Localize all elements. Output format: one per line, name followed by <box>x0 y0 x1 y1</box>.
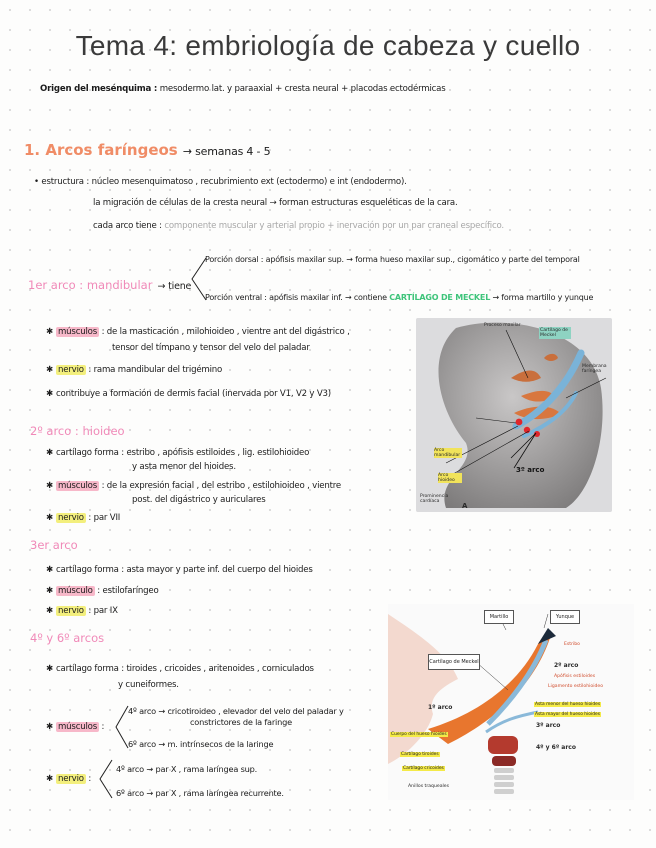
bullet-star: ✱ <box>46 513 54 523</box>
arch46-m4-b: constrictores de la faringe <box>190 717 292 727</box>
label-mandibular: Arco mandibular <box>434 448 461 458</box>
arch1-nerve-text: : rama mandibular del trigémino <box>88 365 223 375</box>
skeleton-figure <box>388 604 634 800</box>
arch2-cart-a: cartílago forma : estribo , apófisis estiloides , lig. estilohioideo <box>56 448 310 458</box>
arch2-muscles <box>46 481 341 491</box>
label-anillos: Anillos traqueales <box>408 784 450 789</box>
arch2-muscles-a: : de la expresión facial , del estribo , estilohioideo , vientre <box>101 481 341 491</box>
embryo-figure <box>416 318 612 512</box>
arch1-heading: 1er arco : mandibular <box>28 278 153 292</box>
page-title: Tema 4: embriología de cabeza y cuello <box>75 30 581 61</box>
structure-text: núcleo mesenquimatoso , recubrimiento ext (ectodermo) e int (endodermo). <box>91 177 407 187</box>
arch1-ventral-b: → forma martillo y yunque <box>492 293 594 302</box>
arch1-heading-row <box>28 274 191 293</box>
each-arch-label: cada arco tiene : <box>93 221 162 231</box>
nerve-label: nervio <box>58 365 84 375</box>
label-hyoid: Arco hioideo <box>438 473 462 483</box>
arch1-muscles-b: tensor del tímpano y tensor del velo del paladar <box>112 343 310 353</box>
muscles-label: músculos <box>58 722 98 732</box>
arch1-arrow: → tiene <box>157 281 192 292</box>
label-apofisis: Apófisis estiloides <box>554 674 596 679</box>
arch3-nerve <box>46 606 118 616</box>
bullet-star: ✱ <box>46 774 54 784</box>
arch1-dermis-text: contribuye a formación de dermis facial (inervada por V1, V2 y V3) <box>56 389 331 399</box>
arch1-nerve <box>46 365 222 375</box>
arch1-muscles-a: : de la masticación , milohioideo , vientre ant del digástrico , <box>101 327 350 337</box>
arch3-cart-text: cartílago forma : asta mayor y parte inf. del cuerpo del hioides <box>56 565 313 575</box>
bullet-star: ✱ <box>46 365 54 375</box>
arch2-heading: 2º arco : hioideo <box>30 424 125 438</box>
arch1-dorsal: Porción dorsal : apófisis maxilar sup. → forma hueso maxilar sup., cigomático y parte del temporal <box>205 255 580 264</box>
nerve-label: nervio <box>58 606 84 616</box>
label-asta-mayor: Asta mayor del hueso hioides <box>535 712 600 717</box>
intro-line <box>40 84 446 94</box>
arch1-muscles <box>46 327 350 337</box>
arch3-cart <box>46 565 313 575</box>
arch3-heading: 3er arco <box>30 538 78 552</box>
structure-label: • estructura : <box>34 177 90 187</box>
label-cricoides: Cartílago cricoides <box>403 766 444 771</box>
label-pharyngeal: Membrana faríngea <box>582 364 607 374</box>
bullet-star: ✱ <box>46 586 54 596</box>
arch3-muscles-text: : estilofaríngeo <box>97 586 159 596</box>
arch46-muscles: ✱ músculos : <box>46 722 105 732</box>
arch2-nerve-text: : par VII <box>88 513 121 523</box>
arch1-ventral <box>205 293 593 302</box>
label-meckel: Cartílago de Meckel <box>539 327 571 339</box>
label-maxillary: Proceso maxilar <box>484 323 521 328</box>
section-title: 1. Arcos faríngeos <box>24 141 178 159</box>
arch46-heading: 4º y 6º arcos <box>30 631 105 645</box>
arch3-muscles <box>46 586 159 596</box>
arch2-nerve <box>46 513 120 523</box>
intro-label: Origen del mesénquima : <box>40 84 158 94</box>
each-arch-text: componente muscular y arterial propio + inervación por un par craneal específico. <box>164 221 504 231</box>
label-meckel-2: Cartílago de Meckel <box>428 654 480 670</box>
arch46-n6: 6º arco → par X , rama laríngea recurrente. <box>116 788 284 798</box>
arch2-cart <box>46 448 309 458</box>
arch46-m4: 4º arco → cricotiroideo , elevador del velo del paladar y <box>128 706 344 716</box>
arch46-cart-b: y cuneiformes. <box>118 680 179 690</box>
label-arco3: 3º arco <box>536 722 561 729</box>
muscles-label: músculos <box>58 481 98 491</box>
bullet-star: ✱ <box>46 481 54 491</box>
label-ligamento: Ligamento estilohioideo <box>548 684 604 689</box>
bullet-star: ✱ <box>46 664 54 674</box>
nerve-brace <box>96 758 114 800</box>
arch46-cart <box>46 664 314 674</box>
arch46-cart-a: cartílago forma : tiroides , cricoides , aritenoides , corniculados <box>56 664 314 674</box>
label-pericardial: Prominencia cardíaca <box>420 494 449 504</box>
label-asta-menor: Asta menor del hueso hioides <box>535 702 601 707</box>
section-heading <box>24 140 270 159</box>
label-third-arch: 3º arco <box>516 466 545 474</box>
label-yunque: Yunque <box>550 610 580 624</box>
muscles-label: músculos <box>58 327 98 337</box>
arch1-ventral-a: Porción ventral : apófisis maxilar inf. → contiene <box>205 293 387 302</box>
arch2-muscles-b: post. del digástrico y auriculares <box>132 495 266 505</box>
bullet-star: ✱ <box>46 448 54 458</box>
bullet-star: ✱ <box>46 565 54 575</box>
section-weeks: → semanas 4 - 5 <box>182 145 271 158</box>
label-arco1: 1º arco <box>428 704 453 711</box>
label-tiroides: Cartílago tiroides <box>401 752 439 757</box>
arch46-m6: 6º arco → m. intrínsecos de la laringe <box>128 739 274 749</box>
label-letter: A <box>462 502 468 510</box>
nerve-label: nervio <box>58 513 84 523</box>
arch46-n4: 4º arco → par X , rama laríngea sup. <box>116 764 258 774</box>
label-arco2: 2º arco <box>554 662 579 669</box>
bullet-star: ✱ <box>46 389 54 399</box>
meckel-cartilage: CARTÍLAGO DE MECKEL <box>389 293 491 302</box>
each-arch-line <box>93 221 504 231</box>
label-arco46: 4º y 6º arco <box>536 744 576 751</box>
bullet-star: ✱ <box>46 606 54 616</box>
arch2-cart-b: y asta menor del hioides. <box>132 462 236 472</box>
label-cuerpo: Cuerpo del hueso hioides <box>391 732 447 737</box>
migration-line: la migración de células de la cresta neural → forman estructuras esqueléticas de la cara. <box>93 198 458 208</box>
nerve-label: nervio <box>58 774 84 784</box>
arch1-dermis <box>46 389 331 399</box>
bullet-star: ✱ <box>46 327 54 337</box>
arch3-nerve-text: : par IX <box>88 606 118 616</box>
intro-text: mesodermo lat. y paraaxial + cresta neural + placodas ectodérmicas <box>159 84 446 94</box>
muscles-label: músculo <box>58 586 93 596</box>
arch46-nerve: ✱ nervio : <box>46 774 92 784</box>
structure-line <box>34 177 407 187</box>
bullet-star: ✱ <box>46 722 54 732</box>
label-martillo: Martillo <box>484 610 514 624</box>
label-estribo: Estribo <box>564 642 580 647</box>
